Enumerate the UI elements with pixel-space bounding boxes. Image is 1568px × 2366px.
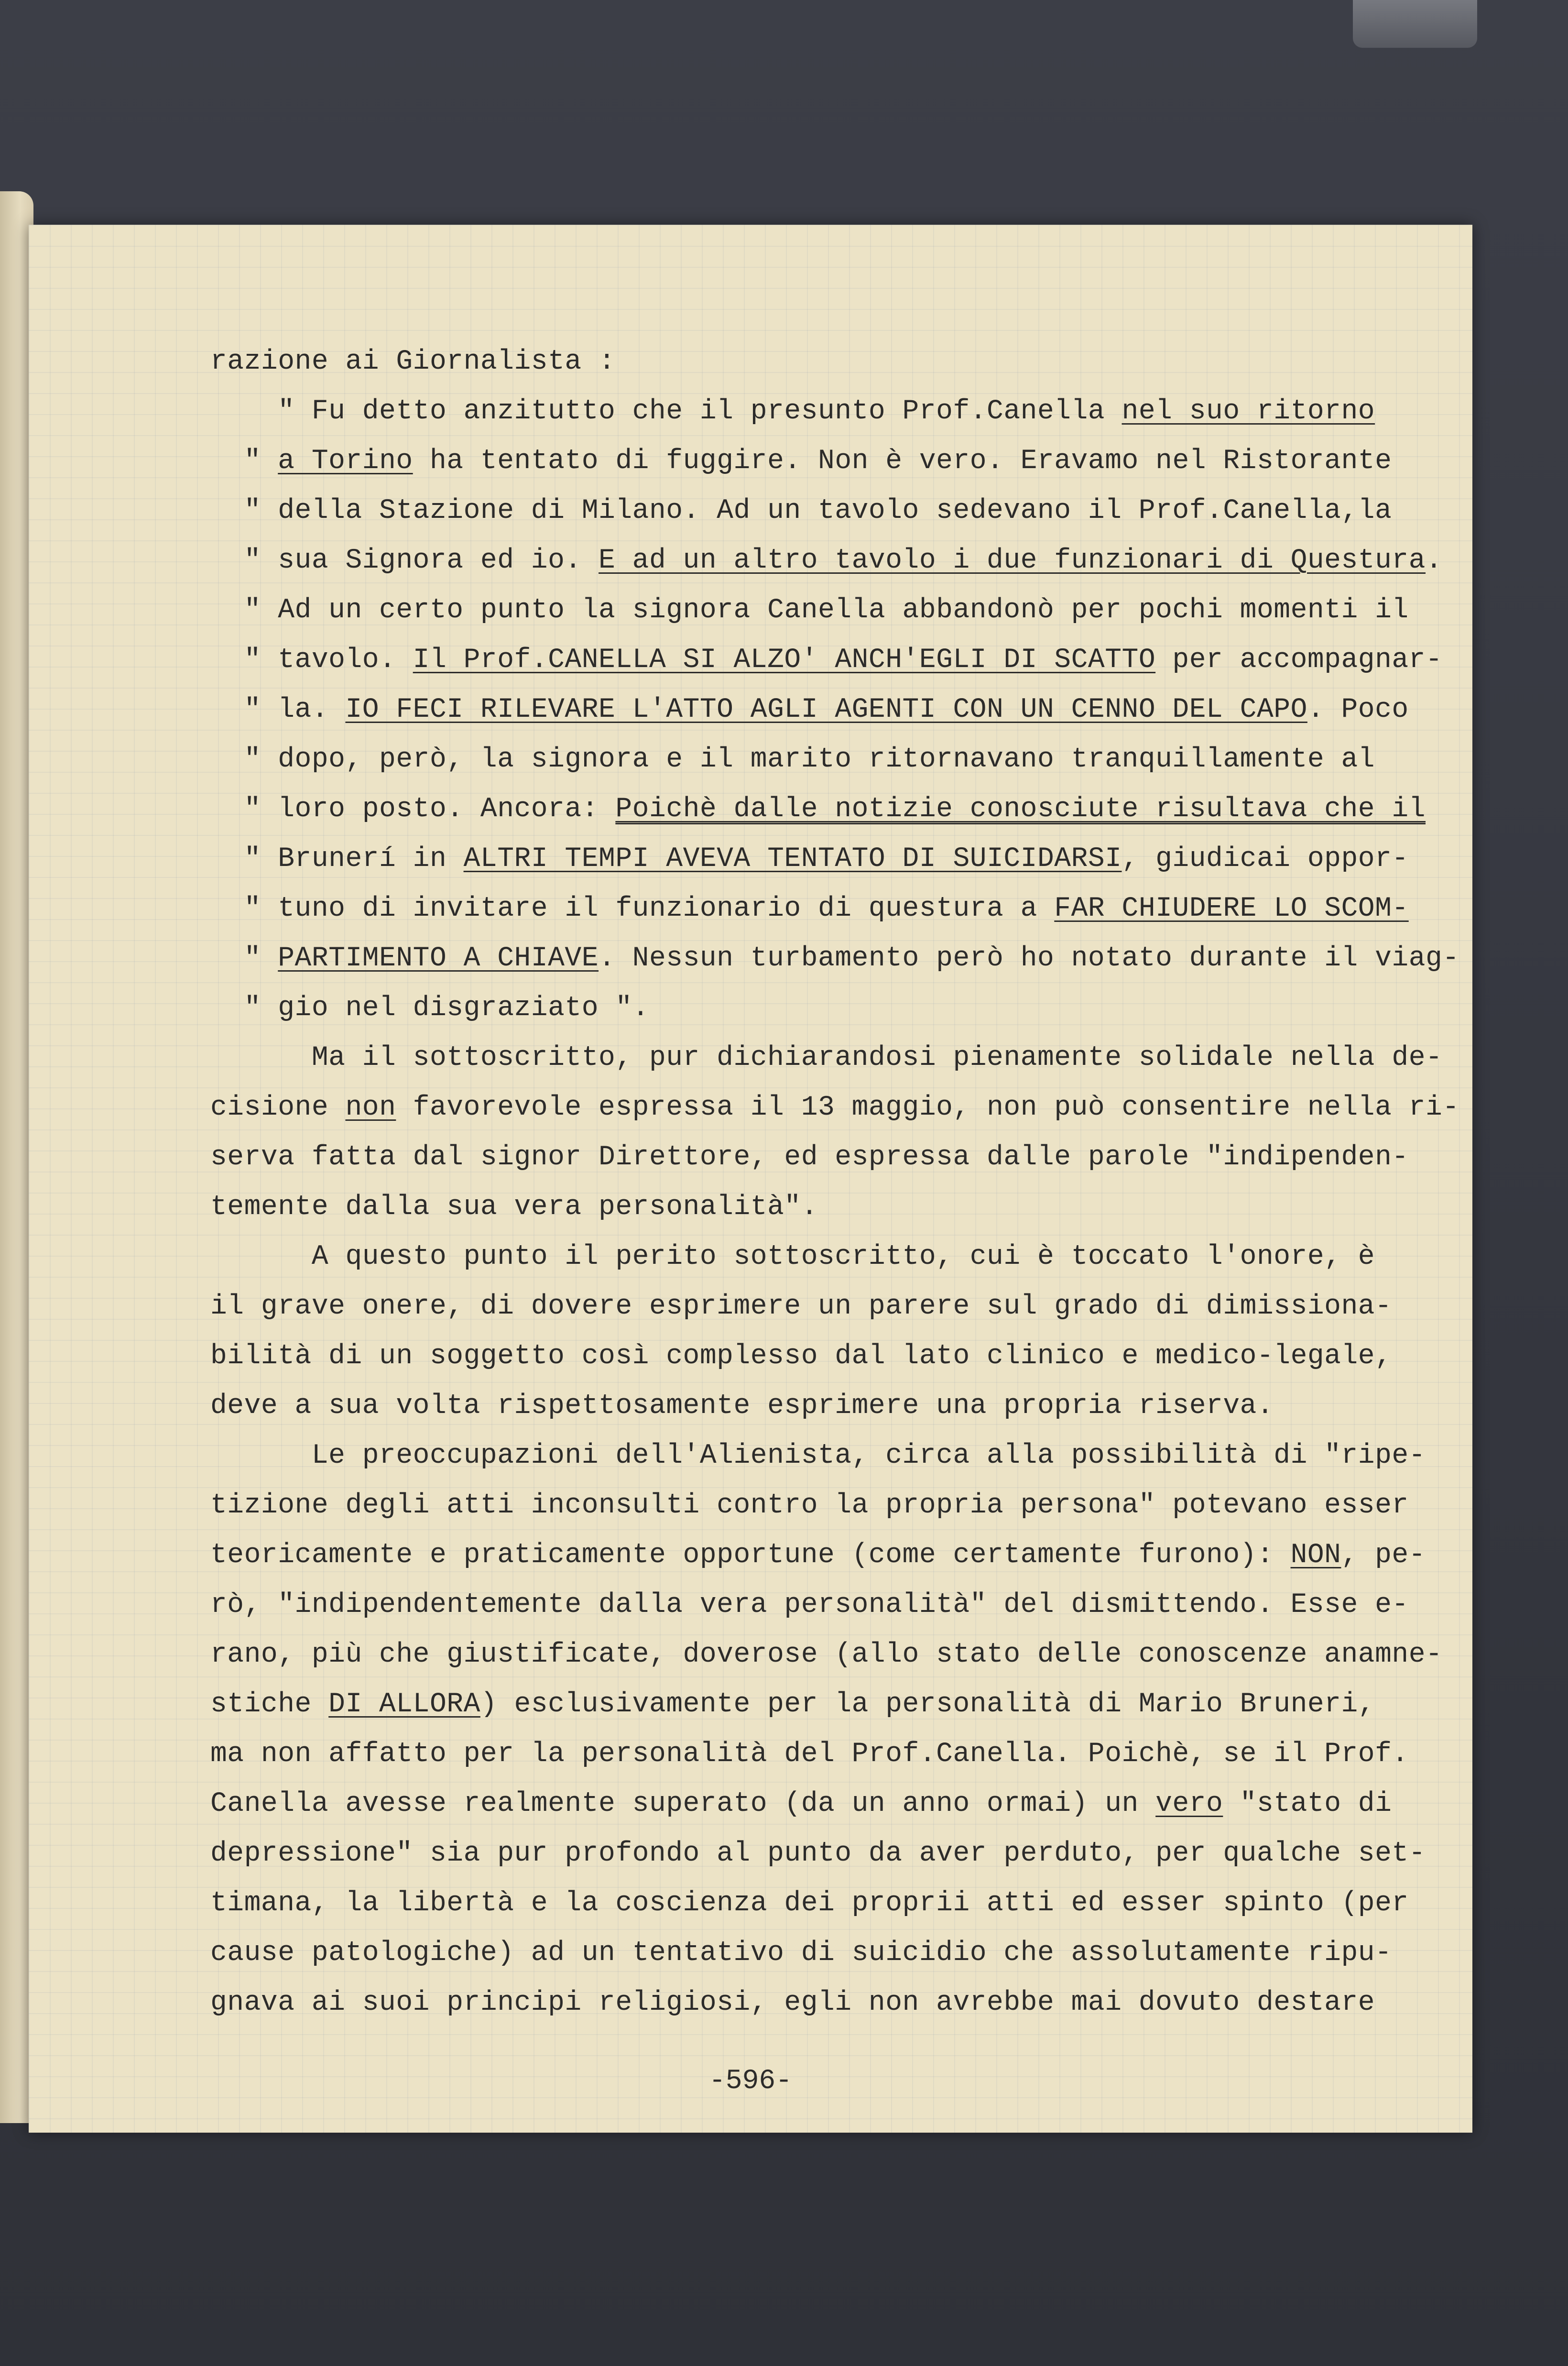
text-line xyxy=(210,1879,1463,1928)
underlined-segment: Il Prof.CANELLA SI ALZO' ANCH'EGLI DI SCATTO xyxy=(413,645,1156,676)
text-segment: per accompagnar- xyxy=(1155,645,1443,676)
underlined-segment: Poichè dalle notizie conosciute risultava che il xyxy=(615,794,1426,825)
text-segment: A questo punto il perito sottoscritto, cui è toccato l'onore, è xyxy=(210,1241,1375,1272)
underlined-segment: a Torino xyxy=(278,446,413,477)
text-segment: teoricamente e praticamente opportune (come certamente furono): xyxy=(210,1540,1291,1571)
text-segment: " della Stazione di Milano. Ad un tavolo sedevano il Prof.Canella,la xyxy=(210,495,1392,526)
text-line xyxy=(210,387,1463,437)
text-segment: Le preoccupazioni dell'Alienista, circa alla possibilità di "ripe- xyxy=(210,1440,1426,1471)
text-segment: gnava ai suoi principi religiosi, egli non avrebbe mai dovuto destare xyxy=(210,1987,1375,2018)
text-line xyxy=(210,1531,1463,1580)
underlined-segment: PARTIMENTO A CHIAVE xyxy=(278,943,599,974)
text-segment: tizione degli atti inconsulti contro la propria persona" potevano esser xyxy=(210,1490,1409,1521)
text-segment: bilità di un soggetto così complesso dal lato clinico e medico-legale, xyxy=(210,1341,1392,1372)
text-line xyxy=(210,934,1463,984)
text-segment: temente dalla sua vera personalità". xyxy=(210,1192,818,1223)
text-line xyxy=(210,685,1463,735)
text-line xyxy=(210,1630,1463,1680)
text-line xyxy=(210,1183,1463,1232)
text-line xyxy=(210,1431,1463,1481)
underlined-segment: nel suo ritorno xyxy=(1122,396,1375,427)
text-line xyxy=(210,337,1463,387)
text-line xyxy=(210,1680,1463,1730)
text-segment: Ma il sottoscritto, pur dichiarandosi pienamente solidale nella de- xyxy=(210,1042,1443,1073)
text-segment: " dopo, però, la signora e il marito ritornavano tranquillamente al xyxy=(210,744,1375,775)
text-segment: " xyxy=(210,446,278,477)
text-line xyxy=(210,1133,1463,1183)
text-segment: " tavolo. xyxy=(210,645,413,676)
text-line xyxy=(210,536,1463,586)
underlined-segment: FAR CHIUDERE LO SCOM- xyxy=(1054,893,1409,924)
text-segment: " tuno di invitare il funzionario di questura a xyxy=(210,893,1055,924)
body-text xyxy=(210,337,1463,2028)
text-segment: " Fu detto anzitutto che il presunto Prof.Canella xyxy=(210,396,1122,427)
binder-clip xyxy=(1353,0,1477,48)
text-line xyxy=(210,834,1463,884)
text-line xyxy=(210,1381,1463,1431)
text-segment: favorevole espressa il 13 maggio, non può consentire nella ri- xyxy=(396,1092,1459,1123)
text-segment: " la. xyxy=(210,694,346,725)
text-line xyxy=(210,1928,1463,1978)
text-segment: rò, "indipendentemente dalla vera personalità" del dismittendo. Esse e- xyxy=(210,1589,1409,1621)
text-segment: timana, la libertà e la coscienza dei proprii atti ed esser spinto (per xyxy=(210,1888,1409,1919)
text-line xyxy=(210,1779,1463,1829)
text-segment: depressione" sia pur profondo al punto da aver perduto, per qualche set- xyxy=(210,1838,1426,1869)
text-line xyxy=(210,785,1463,834)
text-segment: ma non affatto per la personalità del Prof.Canella. Poichè, se il Prof. xyxy=(210,1739,1409,1770)
text-line xyxy=(210,1829,1463,1879)
text-segment: , pe- xyxy=(1341,1540,1426,1571)
text-line xyxy=(210,1730,1463,1779)
text-segment: cisione xyxy=(210,1092,346,1123)
typewritten-page xyxy=(29,225,1472,2133)
text-segment: ha tentato di fuggire. Non è vero. Eravamo nel Ristorante xyxy=(413,446,1392,477)
text-segment: serva fatta dal signor Direttore, ed espressa dalle parole "indipenden- xyxy=(210,1142,1409,1173)
text-segment: " Ad un certo punto la signora Canella abbandonò per pochi momenti il xyxy=(210,595,1409,626)
text-line xyxy=(210,1282,1463,1332)
text-segment: " loro posto. Ancora: xyxy=(210,794,616,825)
text-segment: deve a sua volta rispettosamente esprimere una propria riserva. xyxy=(210,1391,1274,1422)
text-segment: . Poco xyxy=(1307,694,1409,725)
text-line xyxy=(210,735,1463,785)
text-line xyxy=(210,884,1463,934)
underlined-segment: NON xyxy=(1290,1540,1341,1571)
underlined-segment: vero xyxy=(1155,1788,1223,1819)
text-segment: "stato di xyxy=(1223,1788,1392,1819)
text-segment: ) esclusivamente per la personalità di Mario Bruneri, xyxy=(480,1689,1375,1720)
text-line xyxy=(210,1332,1463,1381)
text-line xyxy=(210,586,1463,635)
text-segment: stiche xyxy=(210,1689,329,1720)
text-line xyxy=(210,1033,1463,1083)
text-line xyxy=(210,486,1463,536)
text-line xyxy=(210,1232,1463,1282)
text-line xyxy=(210,1978,1463,2028)
text-line xyxy=(210,1083,1463,1133)
text-segment: " sua Signora ed io. xyxy=(210,545,599,576)
text-line xyxy=(210,635,1463,685)
underlined-segment: non xyxy=(345,1092,396,1123)
text-segment: " gio nel disgraziato ". xyxy=(210,993,649,1024)
text-line xyxy=(210,1481,1463,1531)
text-segment: . xyxy=(1426,545,1443,576)
underlined-segment: E ad un altro tavolo i due funzionari di Questura xyxy=(599,545,1426,576)
text-segment: cause patologiche) ad un tentativo di suicidio che assolutamente ripu- xyxy=(210,1938,1392,1969)
text-segment: il grave onere, di dovere esprimere un parere sul grado di dimissiona- xyxy=(210,1291,1392,1322)
text-segment: , giudicai oppor- xyxy=(1122,843,1409,875)
text-segment: razione ai Giornalista : xyxy=(210,346,616,377)
text-segment: Canella avesse realmente superato (da un anno ormai) un xyxy=(210,1788,1156,1819)
underlined-segment: DI ALLORA xyxy=(328,1689,480,1720)
text-line xyxy=(210,437,1463,486)
text-segment: " xyxy=(210,943,278,974)
underlined-segment: ALTRI TEMPI AVEVA TENTATO DI SUICIDARSI xyxy=(463,843,1122,875)
text-segment: rano, più che giustificate, doverose (allo stato delle conoscenze anamne- xyxy=(210,1639,1443,1670)
text-segment: . Nessun turbamento però ho notato durante il viag- xyxy=(599,943,1459,974)
text-line xyxy=(210,984,1463,1033)
text-segment: " Brunerí in xyxy=(210,843,464,875)
text-line xyxy=(210,1580,1463,1630)
page-number: -596- xyxy=(708,2066,793,2097)
underlined-segment: IO FECI RILEVARE L'ATTO AGLI AGENTI CON UN CENNO DEL CAPO xyxy=(345,694,1307,725)
